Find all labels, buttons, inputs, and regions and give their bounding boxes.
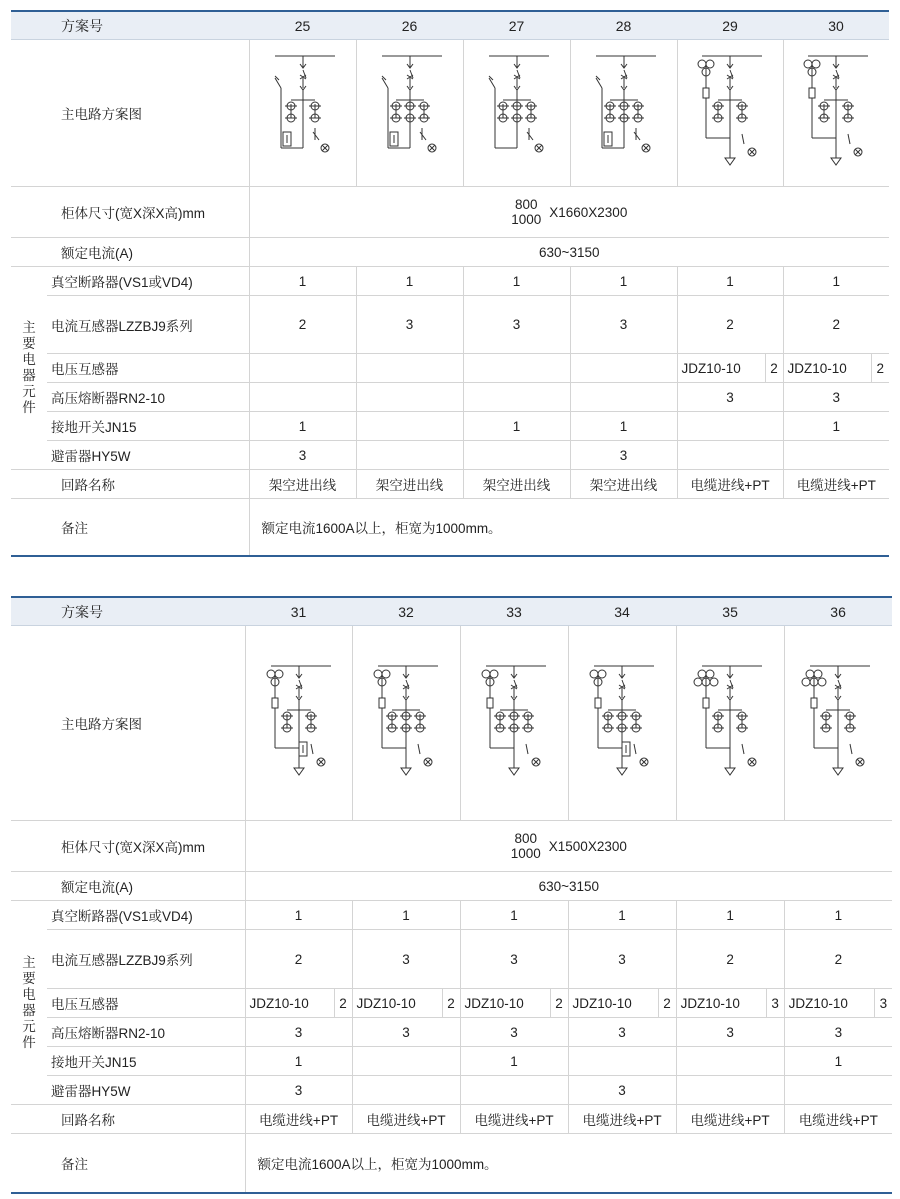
current-label: 额定电流(A): [11, 872, 245, 901]
note-row: [11, 1134, 892, 1194]
spec-table-2: [11, 596, 889, 1194]
circuit-diagram-icon: [796, 48, 876, 178]
size-label: 柜体尺寸(宽X深X高)mm: [11, 821, 245, 872]
ct-row: [11, 296, 889, 354]
cell: 2: [249, 296, 356, 354]
pt-qty: 2: [871, 354, 889, 383]
cell: 架空进出线: [249, 470, 356, 499]
vcb-row: [11, 901, 892, 930]
main-components-label: 主 要 电 器 元 件: [11, 267, 47, 470]
ct-label: 电流互感器LZZBJ9系列: [47, 296, 249, 354]
cell: 1: [245, 901, 352, 930]
earthing-switch-row: [11, 1047, 892, 1076]
cell: 3: [245, 1076, 352, 1105]
size-label: 柜体尺寸(宽X深X高)mm: [11, 187, 249, 238]
cell: 1: [677, 267, 783, 296]
cell: [570, 383, 677, 412]
cell: [783, 441, 889, 470]
cell: [463, 383, 570, 412]
pt-model: JDZ10-10: [460, 989, 550, 1018]
cell: 1: [249, 412, 356, 441]
current-row: [11, 238, 889, 267]
cell: 3: [352, 930, 460, 989]
circuit-diagram: [677, 40, 783, 187]
cell: [784, 1076, 892, 1105]
cell: 3: [784, 1018, 892, 1047]
current-value: 630~3150: [249, 238, 889, 267]
circuit-diagram-icon: [796, 658, 880, 788]
cell: 架空进出线: [463, 470, 570, 499]
cell: [249, 383, 356, 412]
scheme-number: 33: [460, 597, 568, 626]
note-label: 备注: [11, 499, 249, 557]
cell: 1: [783, 412, 889, 441]
pt-qty: 3: [766, 989, 784, 1018]
size-value: [249, 187, 889, 238]
cell: 1: [570, 267, 677, 296]
cell: 1: [352, 901, 460, 930]
cell: 2: [784, 930, 892, 989]
circuit-diagram: [676, 626, 784, 821]
circuit-name-row: [11, 1105, 892, 1134]
pt-label: 电压互感器: [47, 354, 249, 383]
scheme-number-label: 方案号: [11, 597, 245, 626]
scheme-number: 28: [570, 11, 677, 40]
cell: [568, 1047, 676, 1076]
pt-model: JDZ10-10: [676, 989, 766, 1018]
width-1000: 1000: [510, 846, 541, 861]
note-row: [11, 499, 889, 557]
scheme-number: 31: [245, 597, 352, 626]
current-label: 额定电流(A): [11, 238, 249, 267]
circuit-diagram: [783, 40, 889, 187]
main-components-label: 主 要 电 器 元 件: [11, 901, 47, 1105]
cell: 3: [568, 930, 676, 989]
cell: 3: [245, 1018, 352, 1047]
pt-qty: 2: [442, 989, 460, 1018]
cell: 1: [784, 901, 892, 930]
scheme-number: 36: [784, 597, 892, 626]
cell: [460, 1076, 568, 1105]
depth-height: X1660X2300: [549, 204, 628, 220]
note-text: 额定电流1600A以上，柜宽为1000mm。: [249, 499, 889, 557]
width-800: 800: [514, 831, 538, 846]
scheme-number: 35: [676, 597, 784, 626]
scheme-number: 30: [783, 11, 889, 40]
scheme-number: 34: [568, 597, 676, 626]
fuse-row: [11, 1018, 892, 1047]
cell: 3: [570, 441, 677, 470]
cell: 2: [783, 296, 889, 354]
circuit-diagram: [570, 40, 677, 187]
cell: 1: [463, 412, 570, 441]
cell: 2: [245, 930, 352, 989]
cell: [356, 354, 463, 383]
vcb-row: [11, 267, 889, 296]
circuit-diagram: [568, 626, 676, 821]
cell: 3: [783, 383, 889, 412]
cell: [677, 412, 783, 441]
cell: 1: [245, 1047, 352, 1076]
current-value: 630~3150: [245, 872, 892, 901]
circuit-diagram-icon: [584, 48, 664, 178]
cell: 1: [783, 267, 889, 296]
cell: 电缆进线+PT: [677, 470, 783, 499]
pt-qty: 3: [874, 989, 892, 1018]
cell: [463, 441, 570, 470]
circuit-name-row: [11, 470, 889, 499]
cell: 1: [356, 267, 463, 296]
circuit-diagram: [249, 40, 356, 187]
cell: [356, 383, 463, 412]
earthing-switch-row: [11, 412, 889, 441]
cell: 1: [460, 1047, 568, 1076]
scheme-number-label: 方案号: [11, 11, 249, 40]
es-label: 接地开关JN15: [47, 412, 249, 441]
circuit-label: 回路名称: [11, 470, 249, 499]
pt-model: JDZ10-10: [677, 354, 765, 383]
cell: 3: [356, 296, 463, 354]
cell: 3: [463, 296, 570, 354]
cell: 1: [570, 412, 677, 441]
circuit-diagram-icon: [370, 48, 450, 178]
circuit-diagram-icon: [263, 48, 343, 178]
cell: 电缆进线+PT: [784, 1105, 892, 1134]
scheme-number: 32: [352, 597, 460, 626]
cell: 3: [568, 1076, 676, 1105]
cell: 3: [568, 1018, 676, 1047]
cell: 1: [784, 1047, 892, 1076]
vcb-label: 真空断路器(VS1或VD4): [47, 901, 245, 930]
width-800: 800: [514, 197, 538, 212]
diagram-row: [11, 40, 889, 187]
cell: 电缆进线+PT: [783, 470, 889, 499]
es-label: 接地开关JN15: [47, 1047, 245, 1076]
circuit-diagram: [352, 626, 460, 821]
pt-qty: 2: [658, 989, 676, 1018]
pt-model: JDZ10-10: [352, 989, 442, 1018]
cell: 2: [676, 930, 784, 989]
circuit-diagram-icon: [580, 658, 664, 788]
cell: [676, 1076, 784, 1105]
cell: [356, 412, 463, 441]
scheme-number: 26: [356, 11, 463, 40]
cell: 3: [249, 441, 356, 470]
fuse-label: 高压熔断器RN2-10: [47, 1018, 245, 1047]
circuit-diagram: [463, 40, 570, 187]
pt-qty: 2: [334, 989, 352, 1018]
circuit-diagram: [784, 626, 892, 821]
cell: [676, 1047, 784, 1076]
diagram-row: [11, 626, 892, 821]
cell: [570, 354, 677, 383]
cell: 3: [676, 1018, 784, 1047]
header-row: [11, 11, 889, 40]
circuit-diagram-icon: [688, 658, 772, 788]
circuit-diagram-icon: [257, 658, 341, 788]
ct-label: 电流互感器LZZBJ9系列: [47, 930, 245, 989]
arrester-row: [11, 441, 889, 470]
pt-row: [11, 989, 892, 1018]
cell: 电缆进线+PT: [568, 1105, 676, 1134]
pt-model: JDZ10-10: [784, 989, 874, 1018]
width-1000: 1000: [511, 212, 542, 227]
ct-row: [11, 930, 892, 989]
diagram-label: 主电路方案图: [11, 40, 249, 187]
cell: 3: [570, 296, 677, 354]
cell: 1: [676, 901, 784, 930]
size-row: [11, 821, 892, 872]
cell: 电缆进线+PT: [352, 1105, 460, 1134]
depth-height: X1500X2300: [548, 838, 627, 854]
pt-qty: 2: [550, 989, 568, 1018]
cell: [249, 354, 356, 383]
cell: 2: [677, 296, 783, 354]
scheme-number: 29: [677, 11, 783, 40]
pt-model: JDZ10-10: [245, 989, 334, 1018]
fuse-row: [11, 383, 889, 412]
cell: [356, 441, 463, 470]
circuit-diagram: [245, 626, 352, 821]
cell: 1: [568, 901, 676, 930]
size-row: [11, 187, 889, 238]
fuse-label: 高压熔断器RN2-10: [47, 383, 249, 412]
arr-label: 避雷器HY5W: [47, 1076, 245, 1105]
circuit-diagram: [460, 626, 568, 821]
circuit-diagram: [356, 40, 463, 187]
scheme-number: 27: [463, 11, 570, 40]
size-value: [245, 821, 892, 872]
cell: 3: [460, 930, 568, 989]
cell: 3: [460, 1018, 568, 1047]
circuit-diagram-icon: [472, 658, 556, 788]
diagram-label: 主电路方案图: [11, 626, 245, 821]
circuit-label: 回路名称: [11, 1105, 245, 1134]
pt-row: [11, 354, 889, 383]
arrester-row: [11, 1076, 892, 1105]
vcb-label: 真空断路器(VS1或VD4): [47, 267, 249, 296]
cell: 1: [463, 267, 570, 296]
cell: 1: [460, 901, 568, 930]
cell: 电缆进线+PT: [245, 1105, 352, 1134]
header-row: [11, 597, 892, 626]
spec-table-1: [11, 10, 889, 557]
circuit-diagram-icon: [477, 48, 557, 178]
cell: [677, 441, 783, 470]
pt-model: JDZ10-10: [783, 354, 871, 383]
current-row: [11, 872, 892, 901]
cell: 架空进出线: [356, 470, 463, 499]
cell: 架空进出线: [570, 470, 677, 499]
cell: [463, 354, 570, 383]
note-text: 额定电流1600A以上，柜宽为1000mm。: [245, 1134, 892, 1194]
cell: [352, 1076, 460, 1105]
circuit-diagram-icon: [364, 658, 448, 788]
cell: 电缆进线+PT: [676, 1105, 784, 1134]
pt-model: JDZ10-10: [568, 989, 658, 1018]
cell: 3: [352, 1018, 460, 1047]
scheme-number: 25: [249, 11, 356, 40]
cell: 电缆进线+PT: [460, 1105, 568, 1134]
pt-qty: 2: [765, 354, 783, 383]
pt-label: 电压互感器: [47, 989, 245, 1018]
cell: 1: [249, 267, 356, 296]
circuit-diagram-icon: [690, 48, 770, 178]
arr-label: 避雷器HY5W: [47, 441, 249, 470]
cell: [352, 1047, 460, 1076]
cell: 3: [677, 383, 783, 412]
note-label: 备注: [11, 1134, 245, 1194]
